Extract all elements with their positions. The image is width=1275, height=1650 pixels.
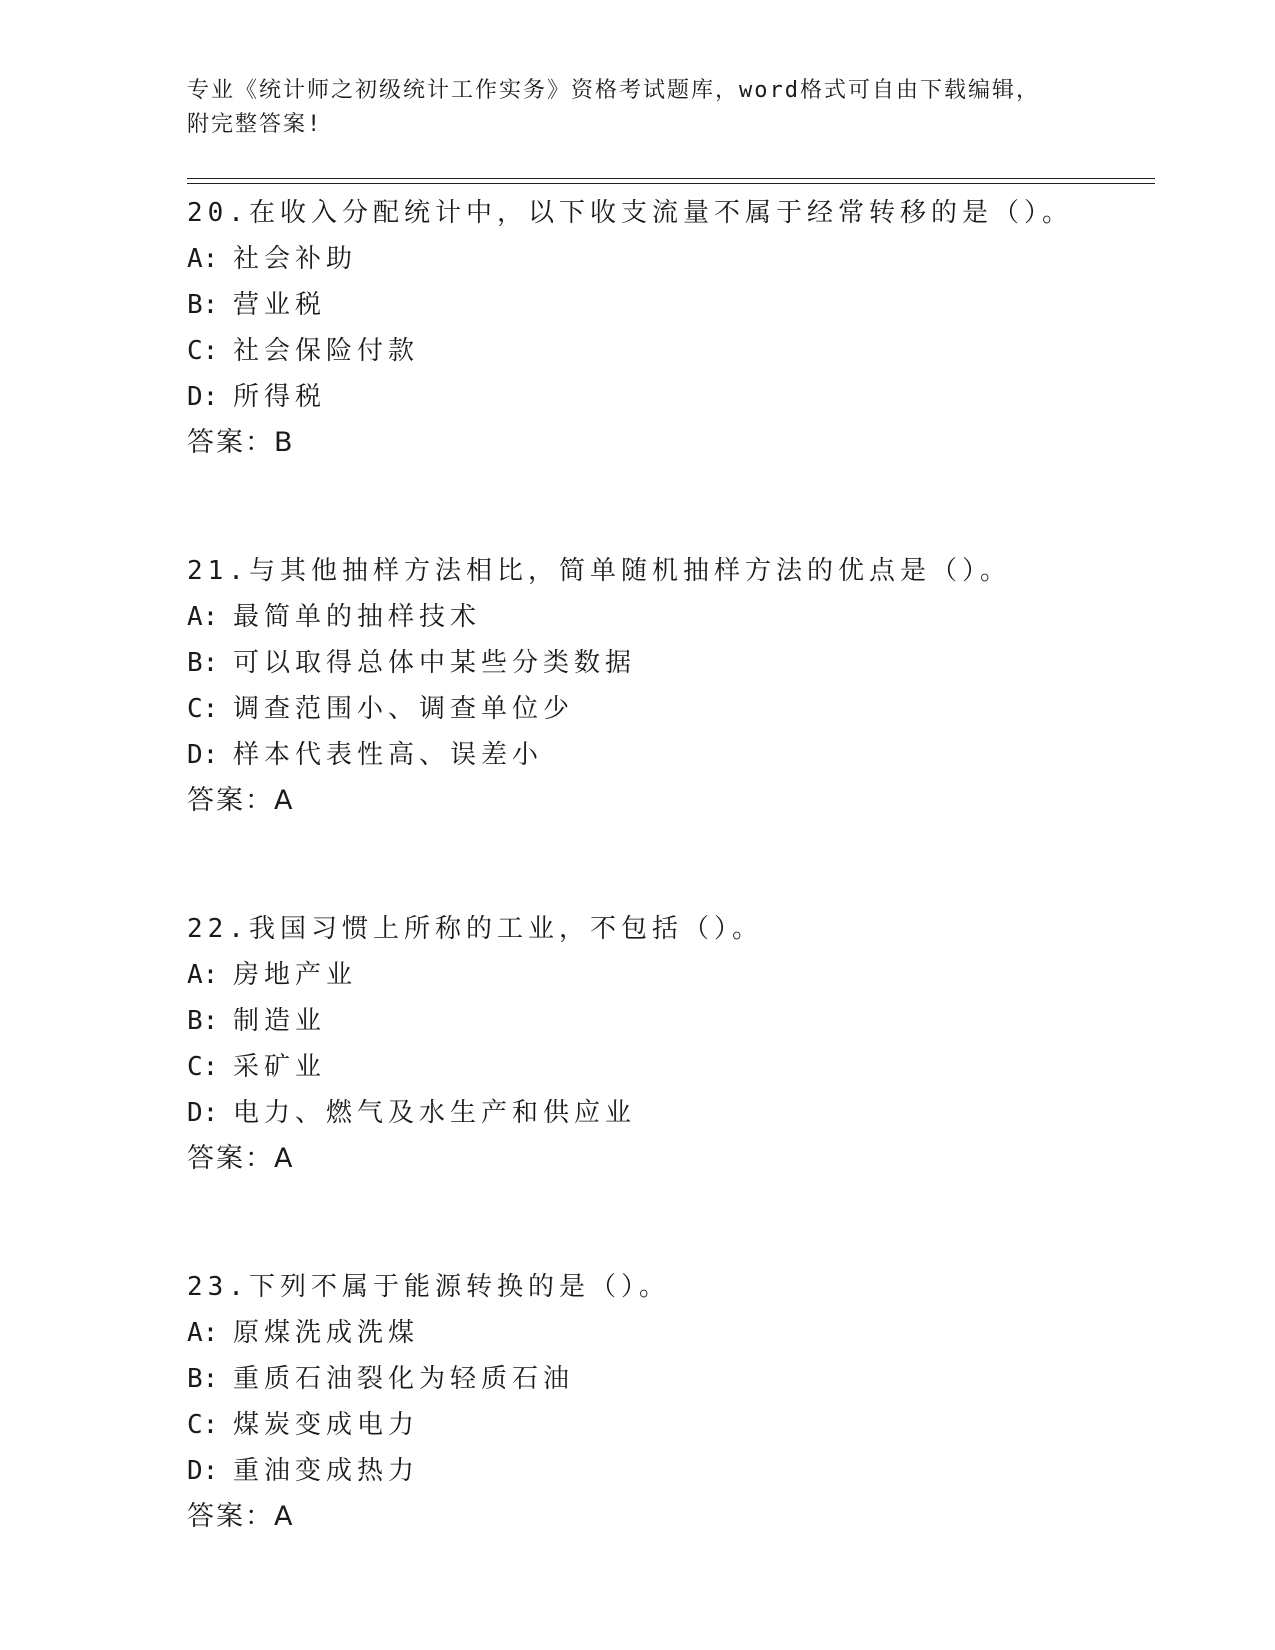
question-20 xyxy=(187,190,1147,466)
answer-line: 答案：A xyxy=(187,1501,295,1532)
question-21 xyxy=(187,548,1147,824)
option-b xyxy=(187,640,1147,686)
option-key: C: xyxy=(187,694,219,724)
option-text: 社会补助 xyxy=(233,244,358,274)
option-key: C: xyxy=(187,336,219,366)
option-key: C: xyxy=(187,1052,219,1082)
question-stem: 21.与其他抽样方法相比，简单随机抽样方法的优点是（）。 xyxy=(187,556,1011,586)
option-c xyxy=(187,328,1147,374)
option-text: 重油变成热力 xyxy=(233,1456,420,1486)
option-text: 电力、燃气及水生产和供应业 xyxy=(233,1098,637,1128)
option-key: A: xyxy=(187,960,219,990)
question-list xyxy=(187,190,1147,1540)
option-c xyxy=(187,686,1147,732)
question-spacer xyxy=(187,466,1147,548)
answer-line: 答案：B xyxy=(187,427,295,458)
question-stem: 22.我国习惯上所称的工业，不包括（）。 xyxy=(187,914,763,944)
option-text: 房地产业 xyxy=(233,960,358,990)
option-text: 采矿业 xyxy=(233,1052,327,1082)
option-key: D: xyxy=(187,1098,219,1128)
question-stem: 20.在收入分配统计中，以下收支流量不属于经常转移的是（）。 xyxy=(187,198,1073,228)
option-text: 营业税 xyxy=(233,290,327,320)
option-text: 可以取得总体中某些分类数据 xyxy=(233,648,637,678)
header-divider-bottom xyxy=(187,183,1155,184)
option-key: B: xyxy=(187,1364,219,1394)
option-a xyxy=(187,952,1147,998)
option-text: 最简单的抽样技术 xyxy=(233,602,482,632)
question-23 xyxy=(187,1264,1147,1540)
question-spacer xyxy=(187,824,1147,906)
question-stem: 23.下列不属于能源转换的是（）。 xyxy=(187,1272,670,1302)
option-d xyxy=(187,374,1147,420)
option-text: 所得税 xyxy=(233,382,327,412)
header-line-1: 专业《统计师之初级统计工作实务》资格考试题库，word格式可自由下载编辑， xyxy=(187,78,1040,103)
answer-line: 答案：A xyxy=(187,785,295,816)
option-text: 重质石油裂化为轻质石油 xyxy=(233,1364,575,1394)
option-c xyxy=(187,1402,1147,1448)
option-b xyxy=(187,1356,1147,1402)
option-key: D: xyxy=(187,740,219,770)
option-key: C: xyxy=(187,1410,219,1440)
document-header xyxy=(187,74,1087,142)
option-b xyxy=(187,282,1147,328)
option-text: 调查范围小、调查单位少 xyxy=(233,694,575,724)
option-key: A: xyxy=(187,602,219,632)
option-a xyxy=(187,594,1147,640)
answer-line: 答案：A xyxy=(187,1143,295,1174)
option-text: 社会保险付款 xyxy=(233,336,420,366)
option-key: A: xyxy=(187,1318,219,1348)
option-a xyxy=(187,236,1147,282)
option-text: 制造业 xyxy=(233,1006,327,1036)
option-text: 原煤洗成洗煤 xyxy=(233,1318,420,1348)
option-text: 样本代表性高、误差小 xyxy=(233,740,544,770)
option-a xyxy=(187,1310,1147,1356)
option-text: 煤炭变成电力 xyxy=(233,1410,420,1440)
option-key: B: xyxy=(187,1006,219,1036)
option-key: B: xyxy=(187,648,219,678)
option-key: D: xyxy=(187,1456,219,1486)
option-b xyxy=(187,998,1147,1044)
question-spacer xyxy=(187,1182,1147,1264)
question-22 xyxy=(187,906,1147,1182)
option-c xyxy=(187,1044,1147,1090)
header-line-2: 附完整答案! xyxy=(187,112,323,137)
option-d xyxy=(187,732,1147,778)
option-d xyxy=(187,1090,1147,1136)
option-key: A: xyxy=(187,244,219,274)
header-divider-top xyxy=(187,178,1155,179)
option-d xyxy=(187,1448,1147,1494)
option-key: D: xyxy=(187,382,219,412)
option-key: B: xyxy=(187,290,219,320)
